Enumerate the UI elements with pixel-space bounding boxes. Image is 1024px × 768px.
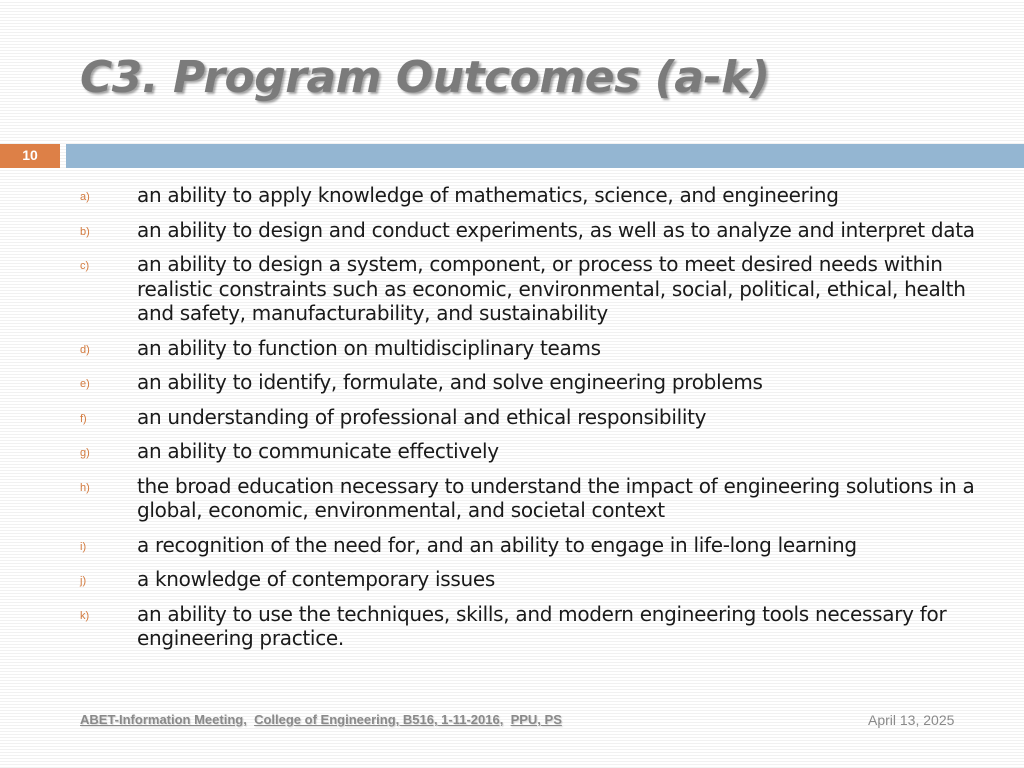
outcome-item-i — [0, 533, 1024, 558]
outcome-text: a recognition of the need for, and an ability to engage in life-long learning — [137, 532, 857, 557]
outcome-text: an ability to use the techniques, skills, and modern engineering tools necessary for engineering practice. — [137, 601, 947, 650]
outcome-text: an ability to function on multidisciplinary teams — [137, 335, 601, 360]
outcome-text: a knowledge of contemporary issues — [137, 567, 495, 591]
outcome-letter: k) — [80, 609, 90, 622]
outcome-letter: c) — [80, 260, 90, 272]
outcome-letter: h) — [80, 481, 90, 494]
outcome-item-j — [0, 567, 1024, 592]
outcome-item-e — [0, 370, 1024, 395]
outcomes-list — [0, 183, 1024, 661]
outcome-item-c — [0, 252, 1024, 326]
outcome-item-h — [0, 474, 1024, 523]
outcome-letter: b) — [80, 225, 90, 238]
outcome-letter: e) — [80, 378, 90, 390]
outcome-text: an ability to design a system, component, or process to meet desired needs within realistic constraints such as economic, environmental, social, political, ethical, health and safety, manufacturability, and sustainability — [137, 252, 966, 325]
outcome-text: an ability to identify, formulate, and solve engineering problems — [137, 370, 763, 394]
outcome-letter: d) — [80, 343, 90, 356]
outcome-text: an ability to apply knowledge of mathematics, science, and engineering — [137, 183, 839, 207]
outcome-item-d — [0, 336, 1024, 361]
outcome-letter: a) — [80, 191, 90, 203]
slide-number-badge: 10 — [0, 144, 60, 168]
footer-meeting-info — [80, 712, 562, 727]
footer-org: PPU, PS — [510, 712, 562, 727]
outcome-item-a — [0, 183, 1024, 208]
outcome-letter: j) — [80, 575, 87, 587]
outcome-text: an ability to communicate effectively — [137, 439, 499, 463]
outcome-item-k — [0, 602, 1024, 651]
footer-date: April 13, 2025 — [868, 712, 955, 728]
slide-title: C3. Program Outcomes (a-k) — [80, 52, 770, 103]
outcome-item-g — [0, 439, 1024, 464]
outcome-text: an understanding of professional and ethical responsibility — [137, 404, 707, 429]
header-bar — [66, 144, 1024, 168]
outcome-text: an ability to design and conduct experiments, as well as to analyze and interpret data — [137, 217, 975, 242]
outcome-text: the broad education necessary to understand the impact of engineering solutions in a global, economic, environmental, and societal context — [137, 473, 975, 522]
outcome-item-b — [0, 218, 1024, 243]
outcome-letter: f) — [80, 412, 87, 425]
outcome-item-f — [0, 405, 1024, 430]
footer-location: College of Engineering, B516, 1-11-2016, — [254, 712, 504, 727]
footer-meeting: ABET-Information Meeting, — [80, 712, 247, 727]
outcome-letter: g) — [80, 447, 90, 459]
outcome-letter: i) — [80, 540, 87, 553]
